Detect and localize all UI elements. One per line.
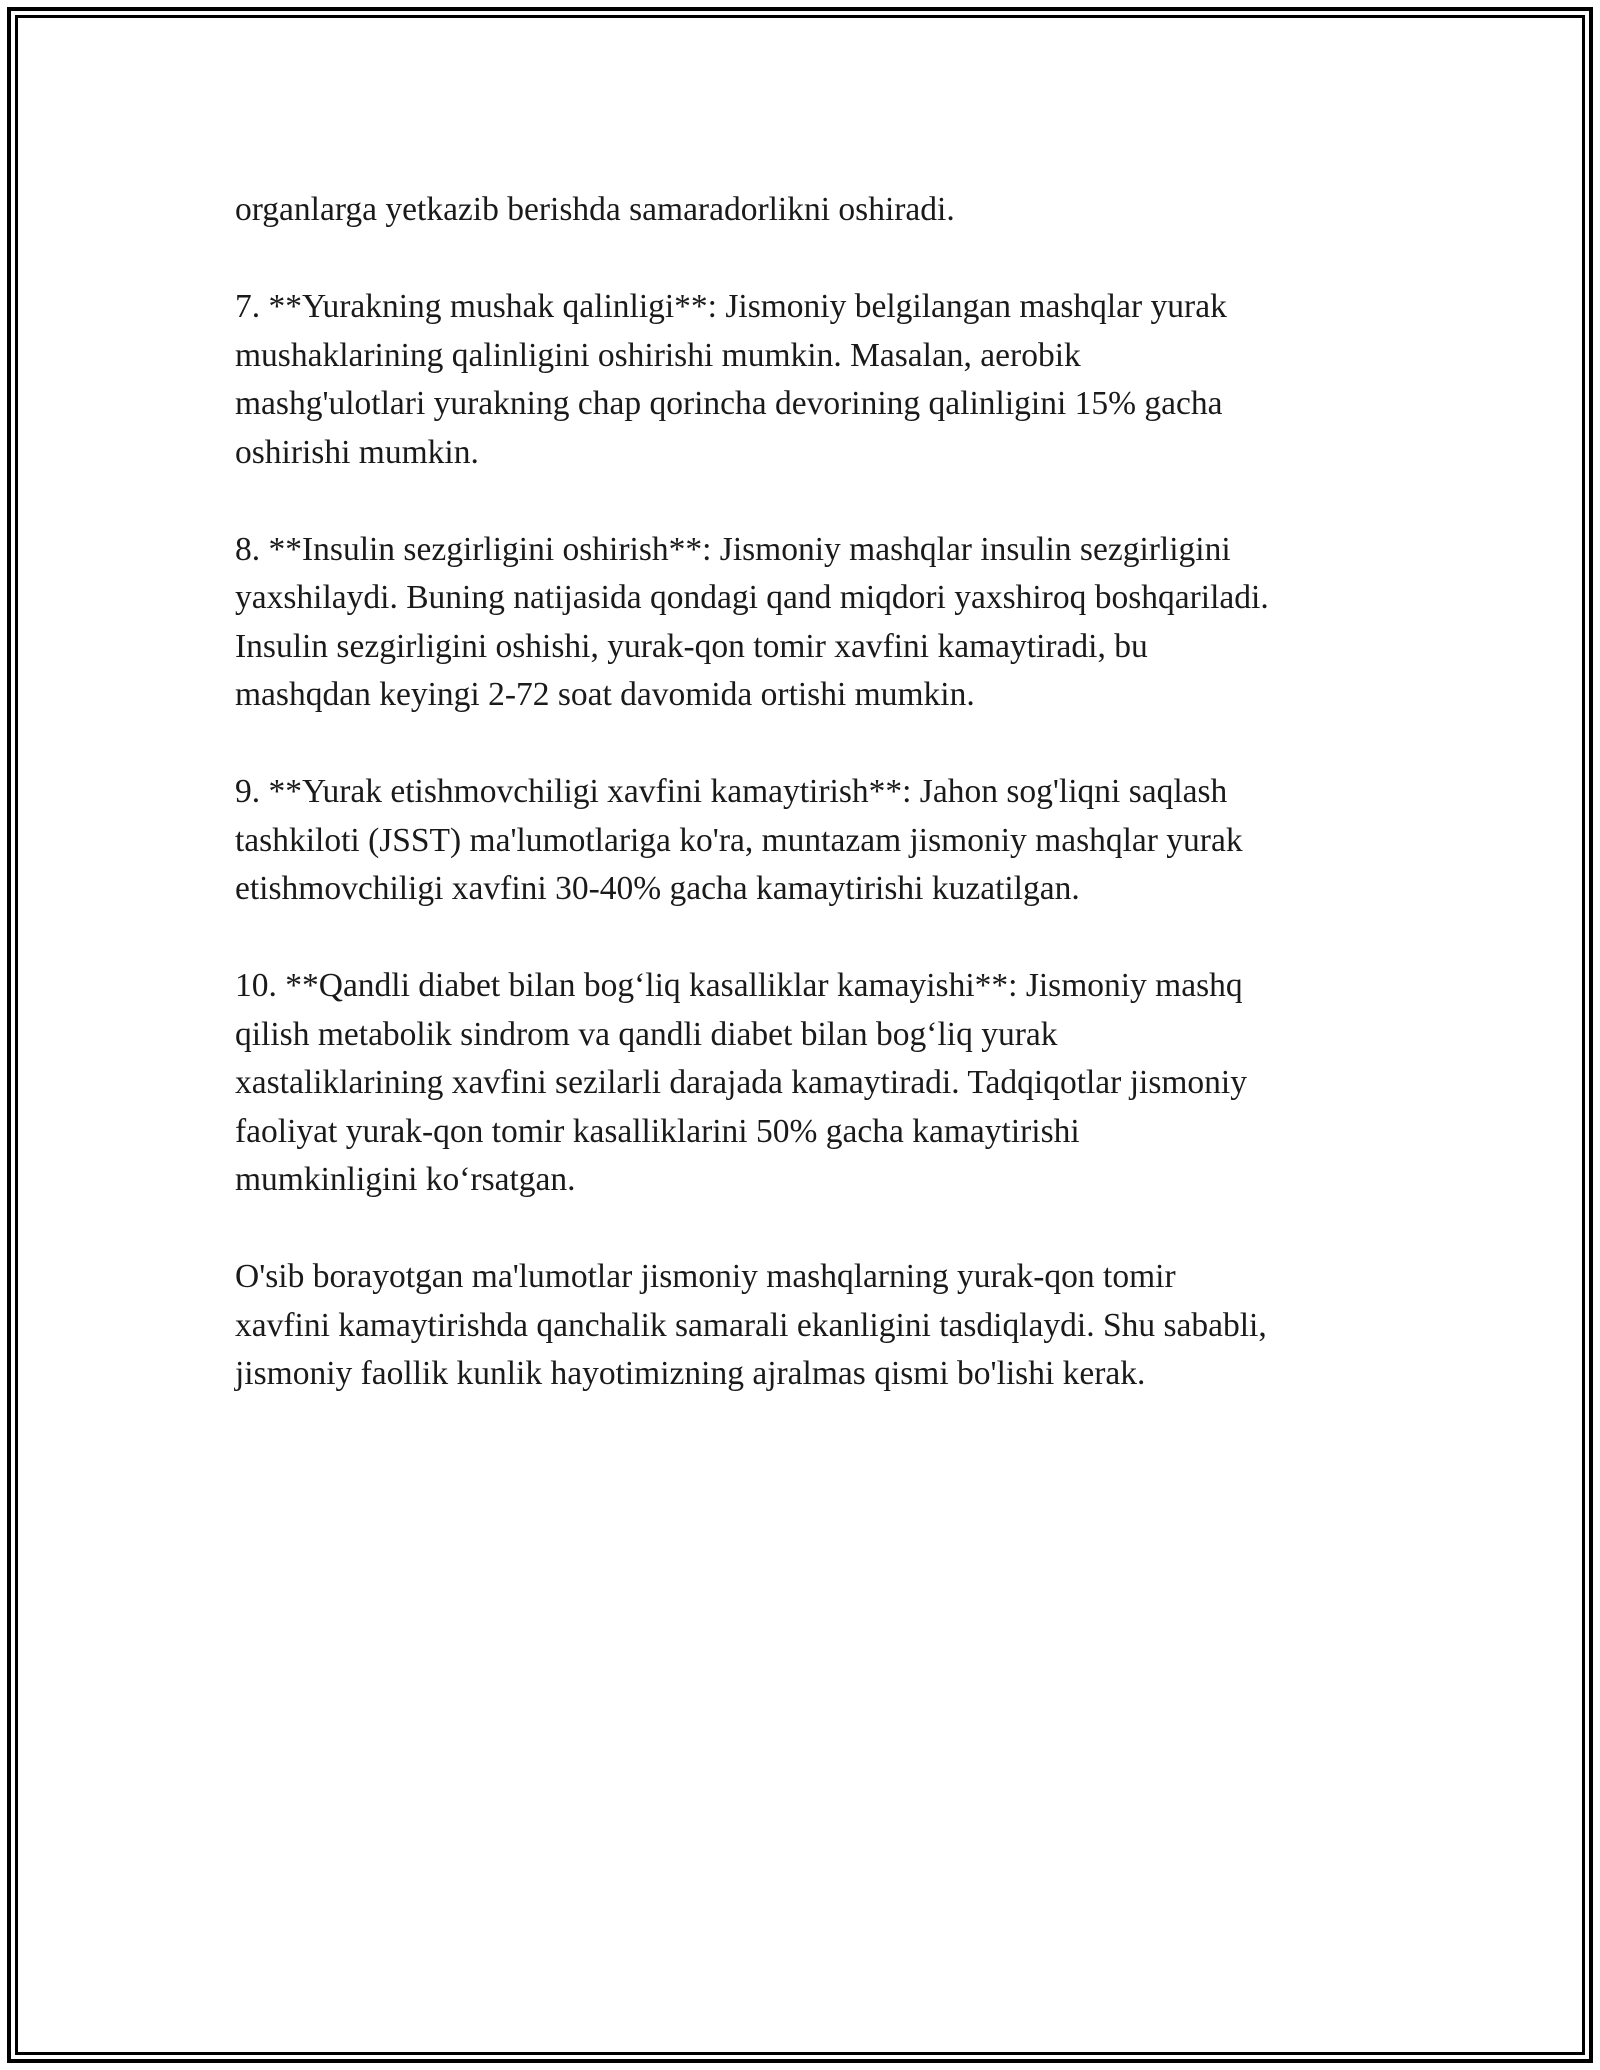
text-line: qilish metabolik sindrom va qandli diabet bilan bog‘liq yurak: [235, 1015, 1058, 1053]
paragraph-item-7: [235, 283, 1395, 477]
text-line: xavfini kamaytirishda qanchalik samarali ekanligini tasdiqlaydi. Shu sababli,: [235, 1306, 1267, 1344]
text-line: oshirishi mumkin.: [235, 433, 479, 471]
text-line: mashg'ulotlari yurakning chap qorincha devorining qalinligini 15% gacha: [235, 385, 1223, 422]
text-line: 10. **Qandli diabet bilan bog‘liq kasalliklar kamayishi**: Jismoniy mashq: [235, 967, 1243, 1004]
paragraph-item-9: [235, 768, 1395, 914]
text-line: 9. **Yurak etishmovchiligi xavfini kamaytirish**: Jahon sog'liqni saqlash: [235, 773, 1228, 810]
document-body: [235, 186, 1395, 1447]
text-line: etishmovchiligi xavfini 30-40% gacha kamaytirishi kuzatilgan.: [235, 870, 1080, 907]
text-line: jismoniy faollik kunlik hayotimizning ajralmas qismi bo'lishi kerak.: [235, 1355, 1146, 1392]
text-line: O'sib borayotgan ma'lumotlar jismoniy mashqlarning yurak-qon tomir: [235, 1258, 1176, 1295]
paragraph-item-8: [235, 526, 1395, 720]
text-line: yaxshilaydi. Buning natijasida qondagi qand miqdori yaxshiroq boshqariladi.: [235, 579, 1269, 616]
text-line: Insulin sezgirligini oshishi, yurak-qon tomir xavfini kamaytiradi, bu: [235, 627, 1148, 665]
text-line: 7. **Yurakning mushak qalinligi**: Jismoniy belgilangan mashqlar yurak: [235, 288, 1227, 325]
text-line: faoliyat yurak-qon tomir kasalliklarini 50% gacha kamaytirishi: [235, 1112, 1080, 1150]
text-line: 8. **Insulin sezgirligini oshirish**: Jismoniy mashqlar insulin sezgirligini: [235, 530, 1231, 568]
paragraph-conclusion: [235, 1253, 1395, 1399]
text-line: mushaklarining qalinligini oshirishi mumkin. Masalan, aerobik: [235, 336, 1081, 374]
paragraph-item-10: [235, 962, 1395, 1205]
paragraph-continuation: [235, 186, 1395, 235]
text-line: xastaliklarining xavfini sezilarli darajada kamaytiradi. Tadqiqotlar jismoniy: [235, 1064, 1247, 1101]
text-line: mumkinligini ko‘rsatgan.: [235, 1161, 576, 1198]
text-line: organlarga yetkazib berishda samaradorlikni oshiradi.: [235, 191, 955, 228]
text-line: mashqdan keyingi 2-72 soat davomida ortishi mumkin.: [235, 676, 975, 713]
text-line: tashkiloti (JSST) ma'lumotlariga ko'ra, muntazam jismoniy mashqlar yurak: [235, 821, 1243, 859]
